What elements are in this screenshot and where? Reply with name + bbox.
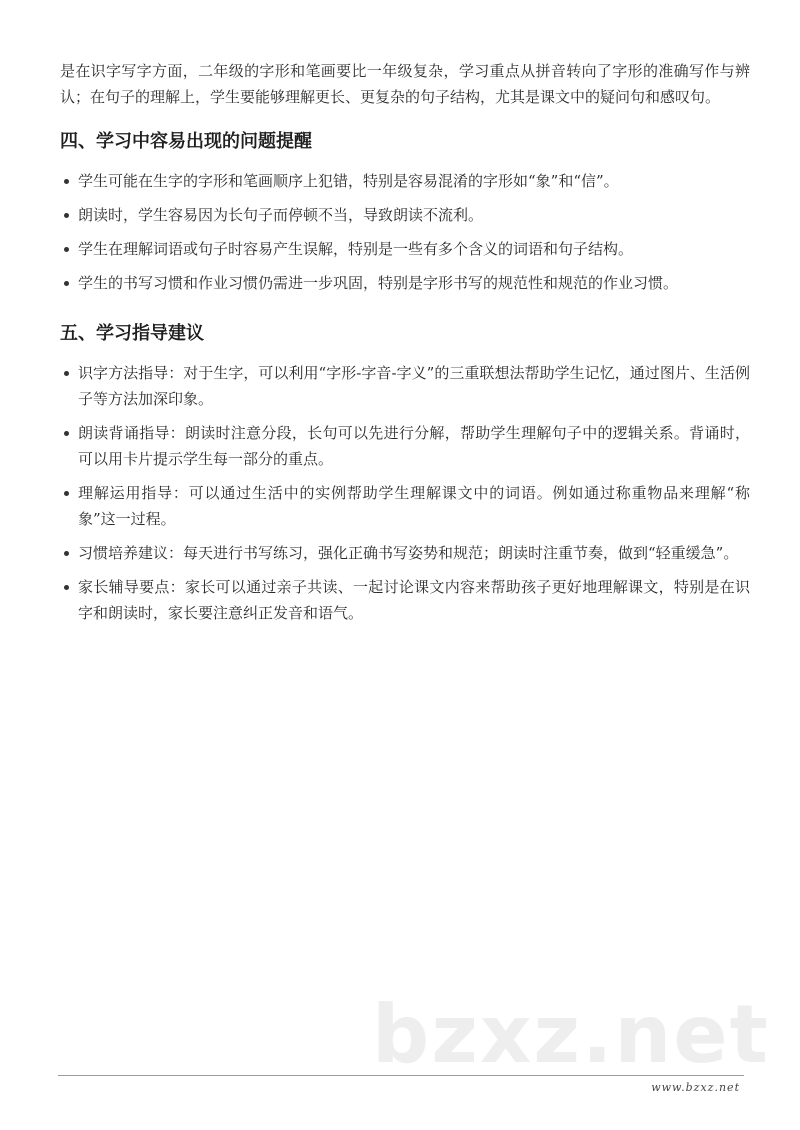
list-item-text: 识字方法指导：对于生字，可以利用“字形-字音-字义”的三重联想法帮助学生记忆，通过图片、生活例子等方法加深印象。 [78, 364, 750, 408]
bullet-icon [64, 247, 69, 252]
list-item [60, 236, 750, 262]
watermark: bzxz.net [372, 988, 770, 1081]
list-item-text: 学生在理解词语或句子时容易产生误解，特别是一些有多个含义的词语和句子结构。 [78, 240, 634, 258]
list-item [60, 270, 750, 296]
section-5-list [60, 360, 750, 626]
bullet-icon [64, 491, 69, 496]
section-4-list [60, 168, 750, 296]
bullet-icon [64, 431, 69, 436]
list-item [60, 540, 750, 566]
document-body [60, 58, 750, 634]
bullet-icon [64, 585, 69, 590]
section-4-title: 四、学习中容易出现的问题提醒 [60, 131, 312, 152]
list-item [60, 202, 750, 228]
bullet-icon [64, 371, 69, 376]
list-item [60, 420, 750, 472]
list-item-text: 学生可能在生字的字形和笔画顺序上犯错，特别是容易混淆的字形如“象”和“信”。 [78, 172, 619, 190]
list-item-text: 家长辅导要点：家长可以通过亲子共读、一起讨论课文内容来帮助孩子更好地理解课文，特别是在识字和朗读时，家长要注意纠正发音和语气。 [78, 578, 750, 622]
list-item-text: 习惯培养建议：每天进行书写练习，强化正确书写姿势和规范；朗读时注重节奏，做到“轻重缓急”。 [78, 544, 739, 562]
footer-divider [58, 1075, 744, 1076]
list-item [60, 168, 750, 194]
bullet-icon [64, 179, 69, 184]
bullet-icon [64, 213, 69, 218]
footer-url: www.bzxz.net [651, 1081, 740, 1094]
list-item [60, 480, 750, 532]
list-item [60, 574, 750, 626]
bullet-icon [64, 551, 69, 556]
list-item [60, 360, 750, 412]
list-item-text: 朗读背诵指导：朗读时注意分段，长句可以先进行分解，帮助学生理解句子中的逻辑关系。背诵时，可以用卡片提示学生每一部分的重点。 [78, 424, 750, 468]
list-item-text: 理解运用指导：可以通过生活中的实例帮助学生理解课文中的词语。例如通过称重物品来理解“称象”这一过程。 [78, 484, 750, 528]
list-item-text: 朗读时，学生容易因为长句子而停顿不当，导致朗读不流利。 [78, 206, 484, 224]
section-5-title: 五、学习指导建议 [60, 323, 204, 344]
bullet-icon [64, 281, 69, 286]
intro-paragraph: 是在识字写字方面，二年级的字形和笔画要比一年级复杂，学习重点从拼音转向了字形的准确写作与辨认；在句子的理解上，学生要能够理解更长、更复杂的句子结构，尤其是课文中的疑问句和感叹句。 [60, 62, 750, 106]
list-item-text: 学生的书写习惯和作业习惯仍需进一步巩固，特别是字形书写的规范性和规范的作业习惯。 [78, 274, 679, 292]
